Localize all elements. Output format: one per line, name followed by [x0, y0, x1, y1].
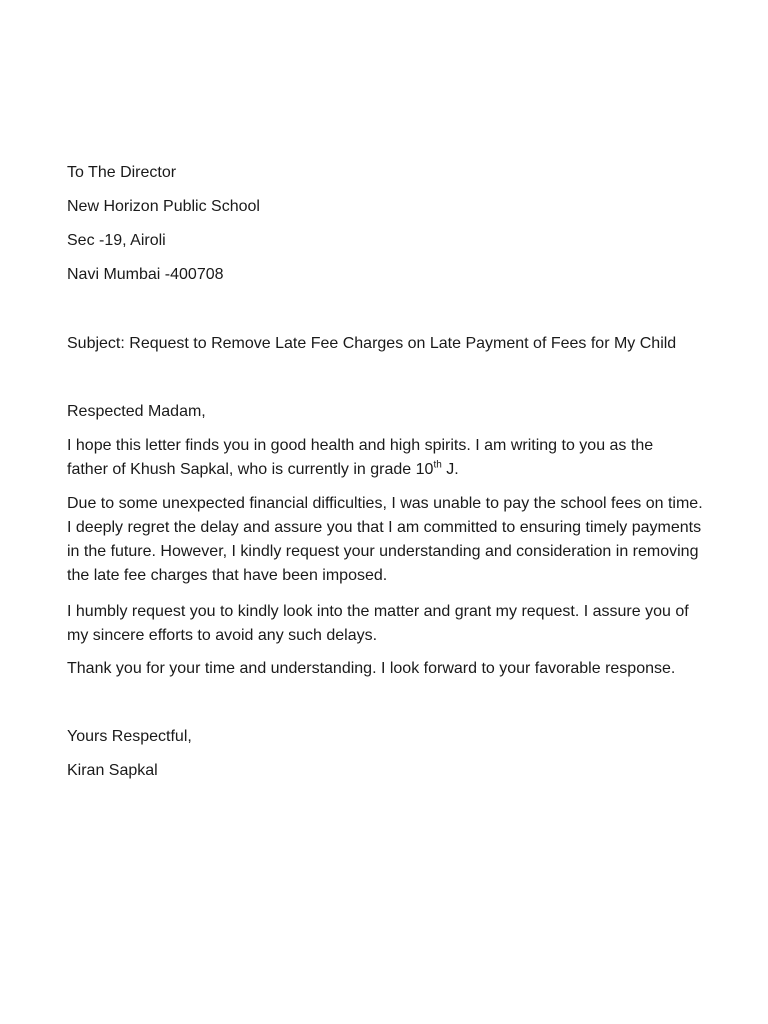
recipient-line-3: Sec -19, Airoli — [67, 232, 166, 249]
ordinal-suffix: th — [433, 459, 442, 471]
recipient-line-4: Navi Mumbai -400708 — [67, 266, 224, 283]
paragraph-3: I humbly request you to kindly look into the matter and grant my request. I assure you of my sincere efforts to avoid any such delays. — [67, 603, 689, 644]
paragraph-1-line-1: I hope this letter finds you in good health and high spirits. I am writing to you as the — [67, 437, 654, 454]
recipient-line-1: To The Director — [67, 164, 177, 181]
paragraph-1-line-2-end: J. — [441, 461, 459, 478]
paragraph-2: Due to some unexpected financial difficulties, I was unable to pay the school fees on time. I deeply regret the delay and assure you that I am committed to ensuring timely payments in the future. However, I kindly request your understanding and consideration in removing the late fee charges that have been imposed. — [67, 495, 703, 584]
signature: Kiran Sapkal — [67, 762, 158, 779]
recipient-line-2: New Horizon Public School — [67, 198, 260, 215]
paragraph-1-line-2 — [67, 460, 459, 480]
paragraph-4: Thank you for your time and understanding. I look forward to your favorable response. — [67, 660, 676, 677]
subject-line: Subject: Request to Remove Late Fee Charges on Late Payment of Fees for My Child — [67, 335, 677, 352]
paragraph-1-line-2-text: father of Khush Sapkal, who is currently in grade 10 — [67, 461, 434, 478]
salutation: Respected Madam, — [67, 403, 206, 420]
closing: Yours Respectful, — [67, 728, 192, 745]
